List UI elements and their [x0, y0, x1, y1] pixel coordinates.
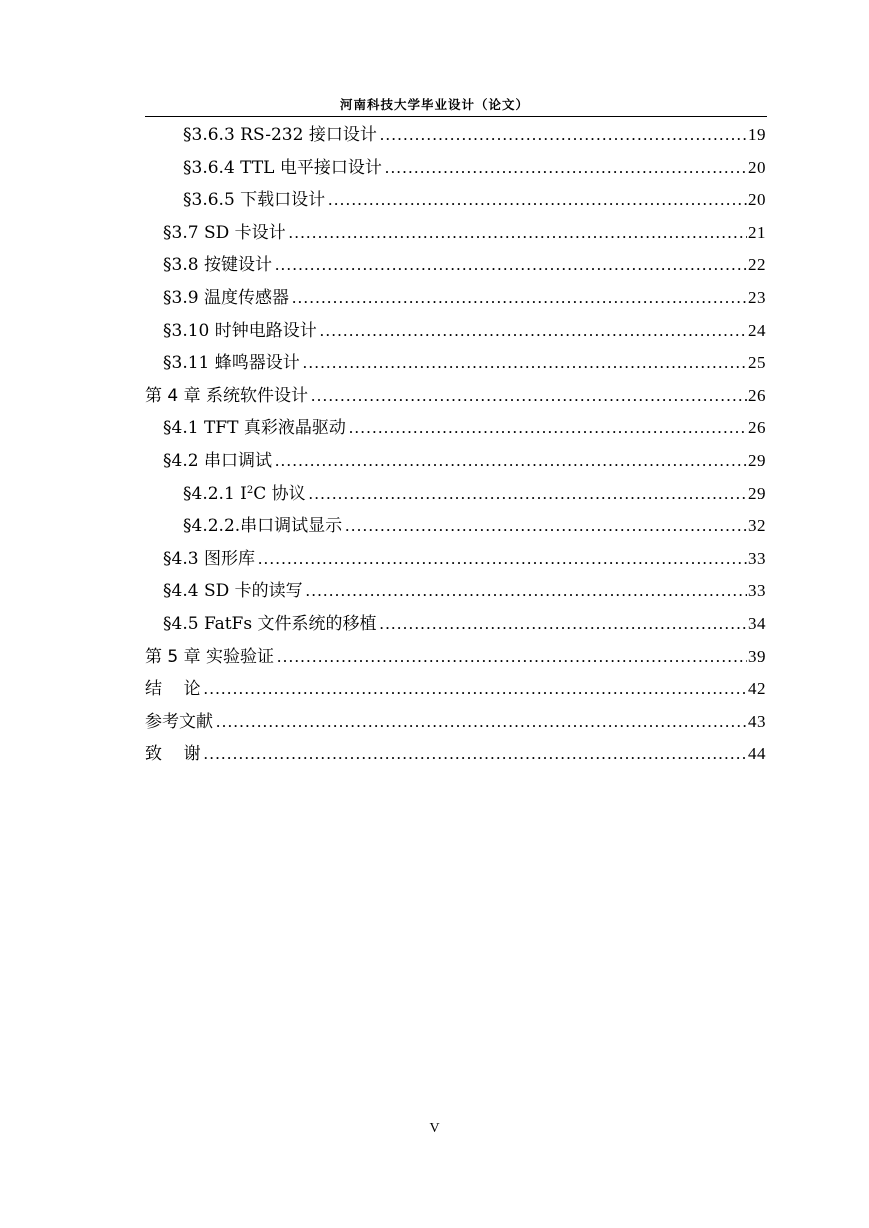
- toc-chapter-entry[interactable]: [145, 641, 766, 674]
- toc-entry-title: 第 5 章 实验验证: [145, 646, 275, 667]
- toc-entry[interactable]: [145, 412, 766, 445]
- toc-entry-page: 33: [748, 581, 766, 601]
- toc-entry-title: §3.7 SD 卡设计: [163, 222, 286, 243]
- toc-entry[interactable]: [145, 478, 766, 511]
- toc-entry-page: 33: [748, 548, 766, 568]
- toc-entry-page: 20: [748, 157, 766, 177]
- toc-entry-title: [183, 478, 309, 514]
- toc-entry-page: 23: [748, 287, 766, 307]
- toc-entry-page: 20: [748, 190, 766, 210]
- toc-chapter-entry[interactable]: [145, 380, 766, 413]
- toc-leader-dots: [309, 478, 747, 511]
- toc-entry-title: §3.6.3 RS-232 接口设计: [183, 125, 377, 145]
- toc-entry-page: 26: [748, 385, 766, 405]
- toc-leader-dots: [277, 641, 747, 674]
- toc-leader-dots: [289, 217, 747, 250]
- page-header: 河南科技大学毕业设计（论文）: [339, 97, 529, 112]
- toc-entry[interactable]: [145, 510, 766, 543]
- toc-leader-dots: [275, 445, 747, 478]
- toc-entry-title: §3.6.4 TTL 电平接口设计: [183, 157, 382, 178]
- toc-title-pre: §4.2.1 I: [183, 483, 247, 504]
- toc-entry-page: 44: [748, 744, 766, 764]
- toc-leader-dots: [204, 673, 747, 706]
- toc-entry-title: §3.8 按键设计: [163, 255, 272, 276]
- toc-leader-dots: [320, 315, 747, 348]
- toc-leader-dots: [349, 412, 747, 445]
- toc-chapter-entry[interactable]: [145, 738, 766, 771]
- toc-leader-dots: [311, 380, 747, 413]
- toc-leader-dots: [380, 119, 747, 152]
- toc-entry-title: §3.11 蜂鸣器设计: [163, 353, 300, 374]
- toc-entry-title: §4.2 串口调试: [163, 450, 272, 471]
- toc-entry-page: 29: [748, 450, 766, 470]
- toc-entry[interactable]: [145, 249, 766, 282]
- toc-entry-title: 参考文献: [145, 711, 213, 732]
- toc-leader-dots: [292, 282, 747, 315]
- toc-entry-page: 22: [748, 255, 766, 275]
- toc-entry-title: §4.3 图形库: [163, 548, 255, 569]
- toc-leader-dots: [345, 510, 747, 543]
- toc-entry[interactable]: [145, 608, 766, 641]
- toc-entry-title: 第 4 章 系统软件设计: [145, 385, 309, 406]
- toc-entry-page: 34: [748, 613, 766, 633]
- toc-leader-dots: [306, 575, 747, 608]
- toc-leader-dots: [258, 543, 747, 576]
- toc-leader-dots: [328, 184, 747, 217]
- toc-entry-page: 24: [748, 320, 766, 340]
- toc-title-post: C 协议: [253, 483, 306, 504]
- toc-entry-title: §3.10 时钟电路设计: [163, 320, 317, 341]
- toc-entry-page: 26: [748, 418, 766, 438]
- toc-entry-page: 21: [748, 222, 766, 242]
- toc-leader-dots: [275, 249, 747, 282]
- header-rule: [145, 116, 767, 117]
- toc-entry[interactable]: [145, 152, 766, 185]
- toc-entry-page: 29: [748, 483, 766, 503]
- toc-entry[interactable]: [145, 184, 766, 217]
- toc-entry-title: §4.4 SD 卡的读写: [163, 581, 303, 602]
- toc-entry[interactable]: [145, 315, 766, 348]
- toc-entry[interactable]: [145, 575, 766, 608]
- toc-entry-page: 25: [748, 353, 766, 373]
- toc-entry-page: 43: [748, 711, 766, 731]
- toc-leader-dots: [303, 347, 747, 380]
- toc-entry-page: 39: [748, 646, 766, 666]
- table-of-contents: [145, 119, 766, 771]
- toc-entry-page: 19: [748, 125, 766, 144]
- toc-entry[interactable]: [145, 119, 766, 152]
- toc-entry[interactable]: [145, 445, 766, 478]
- toc-entry-title: 致 谢: [145, 744, 201, 765]
- toc-chapter-entry[interactable]: [145, 673, 766, 706]
- toc-entry-page: 42: [748, 679, 766, 699]
- toc-leader-dots: [204, 738, 747, 771]
- toc-leader-dots: [385, 152, 747, 185]
- toc-entry-title: §4.1 TFT 真彩液晶驱动: [163, 418, 346, 439]
- toc-entry[interactable]: [145, 543, 766, 576]
- toc-title-superscript: 2: [246, 484, 254, 496]
- toc-chapter-entry[interactable]: [145, 706, 766, 739]
- toc-entry[interactable]: [145, 217, 766, 250]
- toc-entry-title: 结 论: [145, 679, 201, 700]
- toc-entry-title: §4.5 FatFs 文件系统的移植: [163, 613, 377, 634]
- toc-entry-title: §3.9 温度传感器: [163, 287, 289, 308]
- toc-entry[interactable]: [145, 347, 766, 380]
- toc-entry-page: 32: [748, 516, 766, 536]
- page-number: V: [429, 1121, 440, 1136]
- toc-leader-dots: [379, 608, 747, 641]
- toc-entry[interactable]: [145, 282, 766, 315]
- toc-entry-title: §3.6.5 下载口设计: [183, 190, 326, 211]
- toc-leader-dots: [216, 706, 747, 739]
- toc-entry-title: §4.2.2.串口调试显示: [183, 516, 343, 537]
